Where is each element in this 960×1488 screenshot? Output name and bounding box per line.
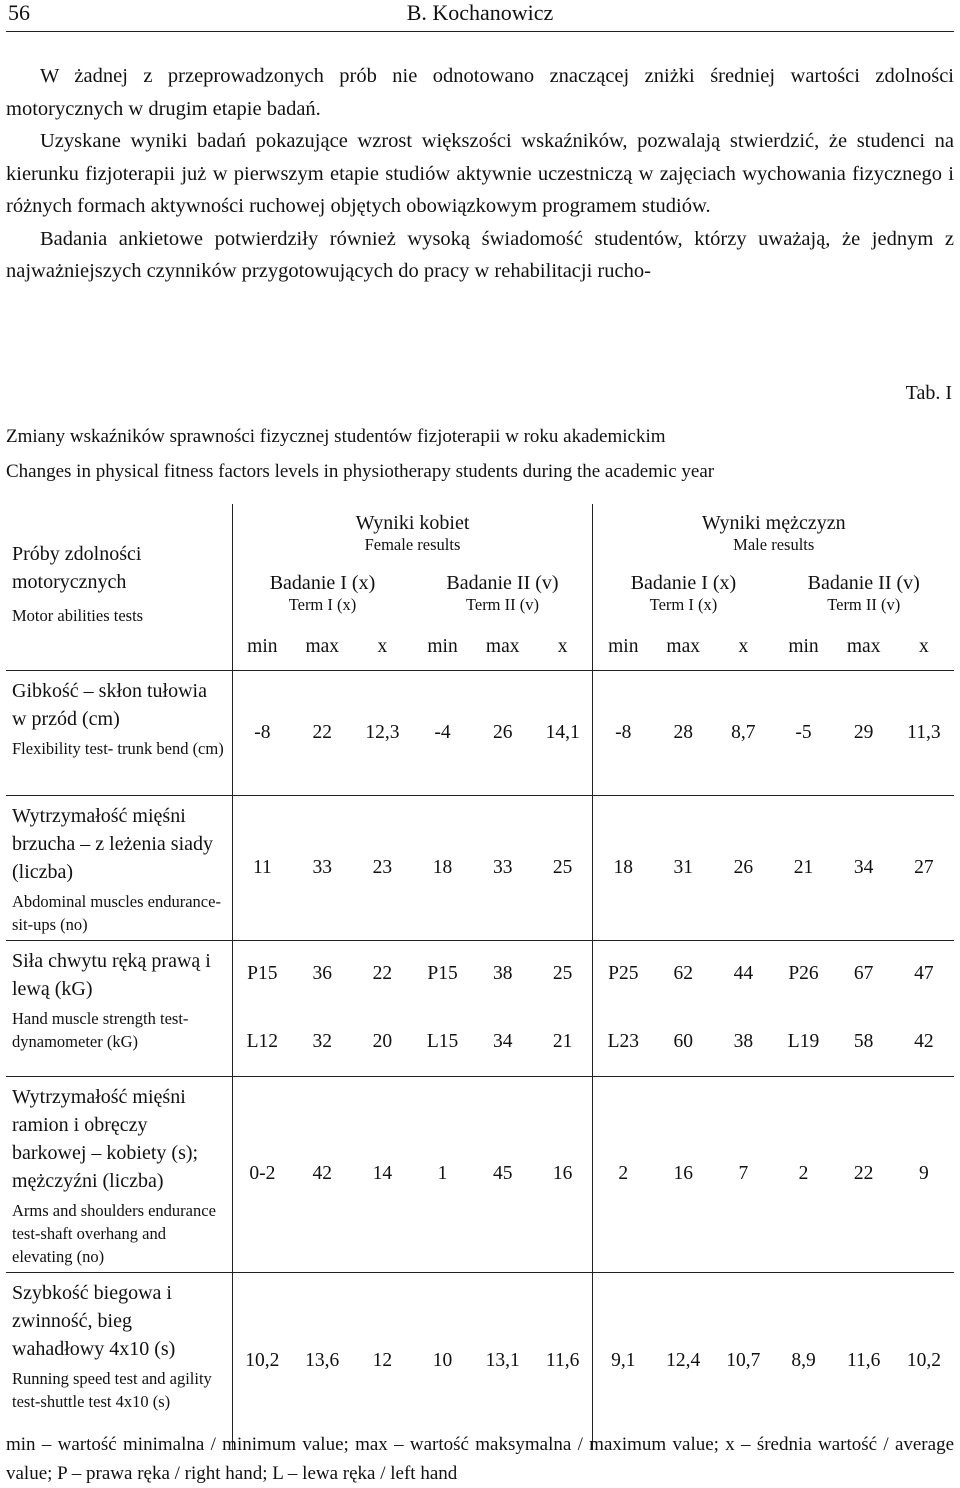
table-cell: 7 <box>713 1076 773 1272</box>
table-cell: 34 <box>834 795 894 940</box>
test-name-pl: Gibkość – skłon tułowia w przód (cm) <box>12 679 207 730</box>
header-row-groups <box>6 504 954 562</box>
term1-header-pl: Badanie I (x) <box>630 571 737 594</box>
test-label-cell <box>6 670 232 795</box>
test-name-pl: Siła chwytu ręką prawą i lewą (kG) <box>12 949 211 1000</box>
test-name-en: Running speed test and agility test-shuttle test 4x10 (s) <box>12 1368 212 1411</box>
paragraph: W żadnej z przeprowadzonych prób nie odnotowano znaczącej zniżki średniej wartości zdolności motorycznych w drugim etapie badań. <box>6 65 954 120</box>
paragraph: Badania ankietowe potwierdziły również wysoką świadomość studentów, którzy uważają, że jednym z najważniejszych czynników przygotowujących do pracy w rehabilitacji rucho- <box>6 227 954 282</box>
table-cell: 22 <box>372 963 393 985</box>
tests-header-en: Motor abilities tests <box>12 606 144 625</box>
table-cell: 16 <box>653 1076 713 1272</box>
men-results-header <box>593 504 954 562</box>
term2-header-en: Term II (v) <box>465 594 539 614</box>
tests-header-cell <box>6 504 232 670</box>
table-row <box>6 670 954 795</box>
table-cell: 45 <box>473 1076 533 1272</box>
table-cell: 38 <box>492 963 513 985</box>
table-cell: 14 <box>352 1076 412 1272</box>
test-name-pl: Wytrzymałość mięśni brzucha – z leżenia siady (liczba) <box>12 804 214 883</box>
table-cell: P15 <box>427 963 458 985</box>
stat-header-cell: x <box>713 624 773 670</box>
test-name-en: Flexibility test- trunk bend (cm) <box>12 738 224 758</box>
table-cell: 60 <box>653 1008 713 1076</box>
test-name-en: Abdominal muscles endurance-sit-ups (no) <box>12 891 221 934</box>
test-name-en: Arms and shoulders endurance test-shaft overhang and elevating (no) <box>12 1200 216 1266</box>
stat-header-cell: min <box>773 624 833 670</box>
table-cell: 21 <box>773 795 833 940</box>
test-label-cell <box>6 1272 232 1450</box>
table-cell: 33 <box>473 795 533 940</box>
table-cell: 18 <box>593 795 653 940</box>
table-cell: 13,1 <box>485 1350 520 1372</box>
women-results-header-pl: Wyniki kobiet <box>355 511 470 534</box>
stat-header-cell: x <box>894 624 954 670</box>
table-cell: 12,4 <box>666 1350 701 1372</box>
term2-header <box>412 562 593 624</box>
table-cell: 12 <box>372 1350 393 1372</box>
table-cell: L12 <box>232 1008 292 1076</box>
table-cell: 9 <box>894 1076 954 1272</box>
table-cell: 10,7 <box>726 1350 761 1372</box>
term2-header-pl: Badanie II (v) <box>446 571 559 594</box>
table-cell: 11,6 <box>846 1350 881 1372</box>
table-cell: 11,3 <box>894 670 954 795</box>
results-table <box>6 504 954 1450</box>
term2-header <box>773 562 954 624</box>
table-cell: 2 <box>593 1076 653 1272</box>
table-cell: -8 <box>593 670 653 795</box>
test-name-en: Hand muscle strength test-dynamometer (kG) <box>12 1008 189 1051</box>
table-row <box>6 940 954 1008</box>
table-cell: 23 <box>352 795 412 940</box>
test-label-cell <box>6 1076 232 1272</box>
table-cell: L23 <box>593 1008 653 1076</box>
stat-header-cell: max <box>834 624 894 670</box>
paragraph: Uzyskane wyniki badań pokazujące wzrost większości wskaźników, pozwalają stwierdzić, że studenci na kierunku fizjoterapii już w pierwszym etapie studiów aktywnie uczestniczą w zajęciach wychowania fizycznego i różnych formach aktywności ruchowej objętych obowiązkowym programem studiów. <box>6 130 954 217</box>
table-cell: 29 <box>834 670 894 795</box>
table-cell: L15 <box>412 1008 472 1076</box>
term1-header <box>593 562 773 624</box>
table-cell: 44 <box>733 963 754 985</box>
men-results-header-en: Male results <box>733 534 815 554</box>
table-cell: 14,1 <box>533 670 593 795</box>
term2-header-pl: Badanie II (v) <box>807 571 920 594</box>
header-rule <box>6 31 954 32</box>
table-cell: 27 <box>894 795 954 940</box>
table-cell: -8 <box>232 670 292 795</box>
table-cell: 58 <box>834 1008 894 1076</box>
stat-header-cell: max <box>292 624 352 670</box>
table-cell: 8,9 <box>791 1350 816 1372</box>
stat-header-cell: min <box>412 624 472 670</box>
stat-header-cell: max <box>653 624 713 670</box>
body-text <box>6 60 954 288</box>
table-cell: 12,3 <box>352 670 412 795</box>
term1-header-en: Term I (x) <box>288 594 357 614</box>
page-number: 56 <box>8 0 30 25</box>
table-cell: 26 <box>713 795 773 940</box>
table-cell: 18 <box>412 795 472 940</box>
table-cell: L19 <box>773 1008 833 1076</box>
test-label-cell <box>6 795 232 940</box>
table-cell: 8,7 <box>713 670 773 795</box>
table-cell: 10,2 <box>906 1350 941 1372</box>
table-cell: 22 <box>834 1076 894 1272</box>
table-cell: 42 <box>292 1076 352 1272</box>
table-cell: 38 <box>713 1008 773 1076</box>
women-results-header-en: Female results <box>364 534 461 554</box>
table-cell: 25 <box>533 795 593 940</box>
table-row <box>6 1076 954 1272</box>
table-cell: 0-2 <box>232 1076 292 1272</box>
stat-header-cell: min <box>232 624 292 670</box>
table-cell: P15 <box>247 963 278 985</box>
term1-header-pl: Badanie I (x) <box>269 571 376 594</box>
stat-header-cell: x <box>533 624 593 670</box>
table-label: Tab. I <box>905 382 952 404</box>
table-cell: 32 <box>292 1008 352 1076</box>
table-cell: 36 <box>312 963 332 985</box>
stat-header-cell: max <box>473 624 533 670</box>
term1-header-en: Term I (x) <box>649 594 718 614</box>
test-name-pl: Szybkość biegowa i zwinność, bieg wahadłowy 4x10 (s) <box>12 1281 176 1360</box>
table-cell: 11,6 <box>533 1272 593 1450</box>
table-cell: 2 <box>773 1076 833 1272</box>
table-cell: 11 <box>232 795 292 940</box>
table-cell: -4 <box>412 670 472 795</box>
table-cell: 42 <box>894 1008 954 1076</box>
table-cell: 16 <box>533 1076 593 1272</box>
table-cell: 62 <box>673 963 693 985</box>
stat-header-cell: x <box>352 624 412 670</box>
table-cell: 34 <box>473 1008 533 1076</box>
table-cell: 28 <box>653 670 713 795</box>
table-cell: P25 <box>608 963 639 985</box>
table-cell: P26 <box>788 963 819 985</box>
table-cell: 31 <box>653 795 713 940</box>
table-footnote: min – wartość minimalna / minimum value; max – wartość maksymalna / maximum value; x – średnia wartość / average value; P – prawa ręka / right hand; L – lewa ręka / left hand <box>6 1434 954 1484</box>
table-row <box>6 795 954 940</box>
table-cell: -5 <box>773 670 833 795</box>
stat-header-cell: min <box>593 624 653 670</box>
table-cell: 22 <box>292 670 352 795</box>
test-name-pl: Wytrzymałość mięśni ramion i obręczy barkowej – kobiety (s); mężczyźni (liczba) <box>12 1085 199 1192</box>
table-cell: 25 <box>533 940 593 1008</box>
table-cell: 47 <box>914 963 934 985</box>
table-cell: 1 <box>412 1076 472 1272</box>
table-cell: 13,6 <box>305 1350 340 1372</box>
table-cell: 67 <box>853 963 874 985</box>
tests-header-pl: Próby zdolności motorycznych <box>12 543 142 593</box>
table-cell: 20 <box>352 1008 412 1076</box>
table-cell: 10 <box>432 1350 453 1372</box>
table-cell: 26 <box>473 670 533 795</box>
table-cell: 10,2 <box>245 1350 280 1372</box>
table-cell: 21 <box>533 1008 593 1076</box>
table-caption-en: Changes in physical fitness factors levels in physiotherapy students during the academic year <box>6 461 715 482</box>
men-results-header-pl: Wyniki mężczyzn <box>701 511 846 534</box>
women-results-header <box>232 504 593 562</box>
term2-header-en: Term II (v) <box>827 594 901 614</box>
test-label-cell <box>6 940 232 1076</box>
table-row <box>6 1272 954 1450</box>
table-caption-pl: Zmiany wskaźników sprawności fizycznej studentów fizjoterapii w roku akademickim <box>6 426 666 447</box>
table-cell: 9,1 <box>611 1350 636 1372</box>
term1-header <box>232 562 412 624</box>
page-header <box>0 0 960 30</box>
table-cell: 33 <box>292 795 352 940</box>
running-head: B. Kochanowicz <box>406 0 554 25</box>
